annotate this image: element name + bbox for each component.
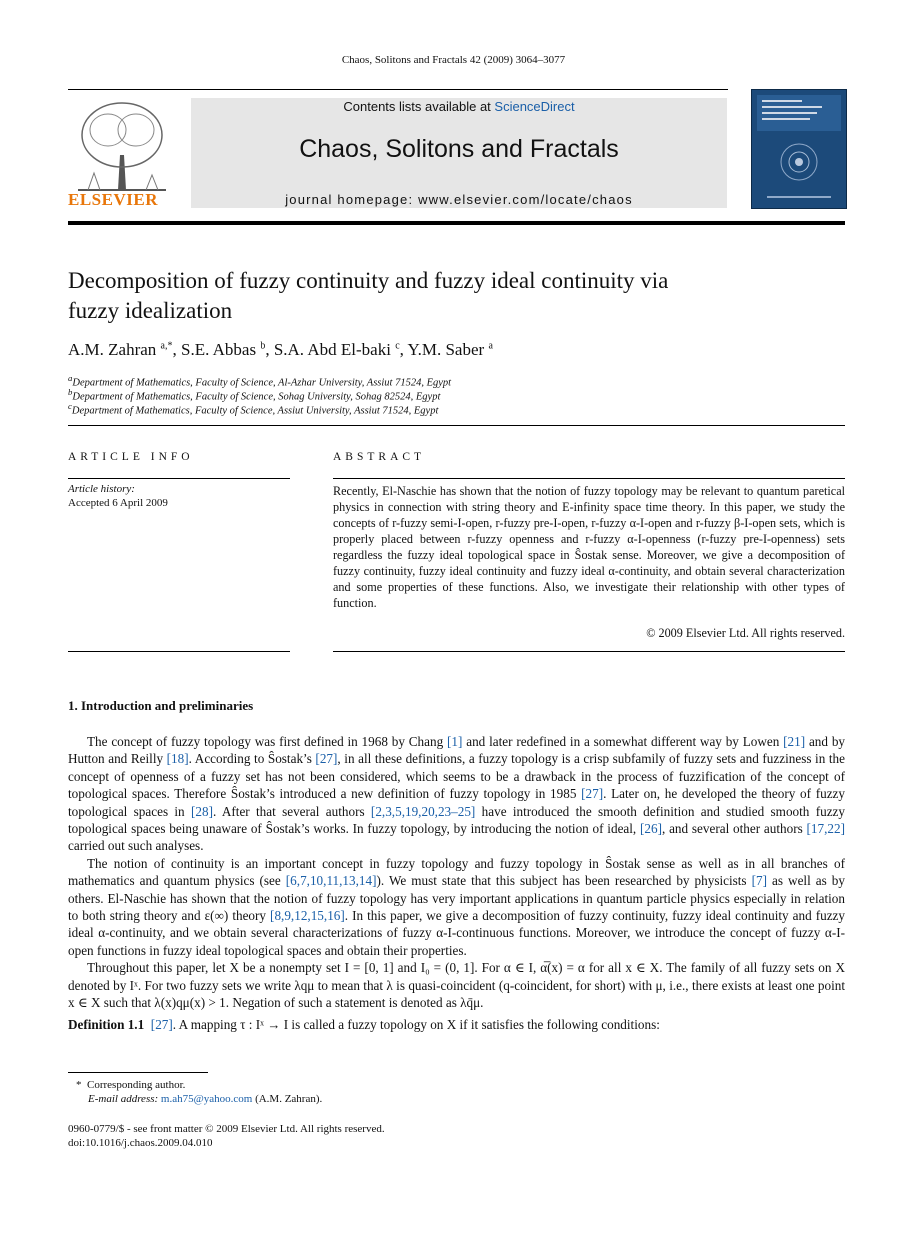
affiliation: $^b$Department of Mathematics, Faculty of Science, Sohag University, Sohag 82524, Egypt	[68, 387, 441, 403]
citation-link[interactable]: [6,7,10,11,13,14]	[285, 873, 377, 889]
article-title-line1: Decomposition of fuzzy continuity and fuzzy ideal continuity via	[68, 268, 669, 293]
citation-link[interactable]: [27]	[581, 786, 604, 802]
definition: Definition 1.1 [27]. A mapping τ : Iˣ → I is called a fuzzy topology on X if it satisfies the following conditions:	[68, 1016, 660, 1032]
citation-link[interactable]: [27]	[315, 751, 338, 767]
email-link[interactable]: m.ah75@yahoo.com	[160, 1093, 253, 1105]
citation-link[interactable]: [1]	[447, 734, 463, 749]
author[interactable]: S.A. Abd El-baki $^c$	[273, 340, 400, 359]
author[interactable]: Y.M. Saber $^a$	[407, 340, 493, 359]
citation-link[interactable]: [21]	[783, 734, 806, 749]
paragraph: The notion of continuity is an important concept in fuzzy topology and fuzzy topology in Ŝostak sense as well as in all branches of mathematics and quantum physics (see [6,7,10,11,13,14]). We must state that this subject has been researched by physicists [7] as well as by others. El-Naschie has shown that the notion of fuzzy topology has very important applications in quantum particle physics especially in relation to both string theory and ε(∞) theory [8,9,12,15,16]. In this paper, we give a decomposition of fuzzy continuity, fuzzy ideal continuity and fuzzy ideal α-continuity, and we obtain several characterizations of fuzzy α-I-continuous functions. Moreover, we introduce the concept of fuzzy α-I-open functions in fuzzy ideal topological spaces and obtain their properties.	[68, 855, 845, 958]
journal-cover-image	[751, 89, 847, 209]
contents-prefix: Contents lists available at	[343, 99, 495, 114]
journal-title: Chaos, Solitons and Fractals	[299, 135, 619, 163]
running-header: Chaos, Solitons and Fractals 42 (2009) 3064–3077	[341, 54, 566, 66]
citation-link[interactable]: [26]	[640, 821, 662, 837]
divider	[333, 478, 845, 479]
body-text	[68, 733, 845, 1033]
citation-link[interactable]: [27]	[150, 1016, 173, 1032]
author-list: A.M. Zahran $^{a,*}$, S.E. Abbas $^b$, S.A. Abd El-baki $^c$, Y.M. Saber $^a$	[68, 340, 493, 359]
paragraph: The concept of fuzzy topology was first defined in 1968 by Chang [1] and later redefined in a somewhat different way by Lowen [21] and by Hutton and Reilly [18]. According to Ŝostak’s [27], in all these definitions, a fuzzy topology is a crisp subfamily of fuzzy sets and fuzziness in the concept of openness of a fuzzy set has not been considered, which seems to be a drawback in the process of fuzzification of the concept of topological spaces. Therefore Ŝostak’s introduced a new definition of fuzzy topology in 1985 [27]. Later on, he developed the theory of fuzzy topological spaces in [28]. After that several authors [2,3,5,19,20,23–25] have introduced the smooth definition and studied smooth fuzzy topological spaces being unaware of Ŝostak’s works. In fuzzy topology, by introducing the notion of ideal, [26], and several other authors [17,22] carried out such analyses.	[68, 734, 846, 854]
article-info-heading: ARTICLE INFO	[68, 451, 194, 463]
history-label: Article history:	[68, 483, 135, 495]
citation-link[interactable]: [2,3,5,19,20,23–25]	[370, 803, 476, 819]
footnote-corresponding: * Corresponding author.	[76, 1079, 186, 1091]
sciencedirect-link[interactable]: ScienceDirect	[494, 99, 575, 114]
definition-label: Definition 1.1	[68, 1016, 145, 1032]
citation-link[interactable]: [17,22]	[806, 821, 845, 837]
header-rule	[68, 89, 728, 90]
elsevier-wordmark: ELSEVIER	[68, 190, 158, 209]
masthead-rule	[68, 221, 845, 225]
citation-link[interactable]: [8,9,12,15,16]	[270, 908, 345, 924]
abstract-text: Recently, El-Naschie has shown that the notion of fuzzy topology may be relevant to quantum paretical physics in connection with string theory and E-infinity space time theory. In this paper, we study the concepts of r-fuzzy semi-I-open, r-fuzzy pre-I-open, r-fuzzy α-I-open and r-fuzzy β-I-open sets, which is properly placed between r-fuzzy openness and r-fuzzy α-I-openness (r-fuzzy pre-I-openness) sets regardless the fuzzy ideal topological space in Ŝostak sense. Moreover, we give a decomposition of fuzzy continuity, fuzzy ideal continuity and fuzzy ideal α-continuity, and obtain several characterization and some properties of these functions. Also, we investigate their relationship with other types of function.	[333, 484, 845, 610]
article-title-line2: fuzzy idealization	[68, 298, 233, 323]
divider	[68, 478, 290, 479]
contents-line	[191, 99, 727, 114]
author[interactable]: A.M. Zahran $^{a,*}$	[68, 340, 173, 359]
abstract-heading: ABSTRACT	[333, 451, 426, 463]
divider	[68, 425, 845, 426]
issn-line: 0960-0779/$ - see front matter © 2009 Elsevier Ltd. All rights reserved.	[68, 1123, 385, 1135]
footnote-email: E-mail address: m.ah75@yahoo.com (A.M. Zahran).	[88, 1093, 323, 1105]
footnote-rule	[68, 1072, 208, 1073]
citation-link[interactable]: [7]	[751, 873, 767, 889]
divider	[68, 651, 290, 652]
abstract-copyright: © 2009 Elsevier Ltd. All rights reserved.	[646, 626, 845, 640]
journal-homepage[interactable]: journal homepage: www.elsevier.com/locate/chaos	[285, 192, 633, 207]
divider	[333, 651, 845, 652]
affiliation: $^a$Department of Mathematics, Faculty of Science, Al-Azhar University, Assiut 71524, Egypt	[68, 373, 452, 389]
paragraph: Throughout this paper, let X be a nonempty set I = [0, 1] and I₀ = (0, 1]. For α ∈ I, α̅(x) = α for all x ∈ X. The family of all fuzzy sets on X denoted by Iˣ. For two fuzzy sets we write λqμ to mean that λ is quasi-coincident (q-coincident, for short) with μ, i.e., there exists at least one point x ∈ X such that λ(x)qμ(x) > 1. Negation of such a statement is denoted as λq̄μ.	[68, 960, 845, 1011]
history-value: Accepted 6 April 2009	[68, 497, 168, 509]
section-heading: 1. Introduction and preliminaries	[68, 698, 254, 713]
article-title	[68, 266, 808, 326]
citation-link[interactable]: [28]	[190, 803, 213, 819]
doi-line[interactable]: doi:10.1016/j.chaos.2009.04.010	[68, 1137, 213, 1149]
author[interactable]: S.E. Abbas $^b$	[180, 340, 266, 359]
citation-link[interactable]: [18]	[166, 751, 189, 767]
affiliation: $^c$Department of Mathematics, Faculty of Science, Assiut University, Assiut 71524, Egypt	[68, 401, 439, 417]
